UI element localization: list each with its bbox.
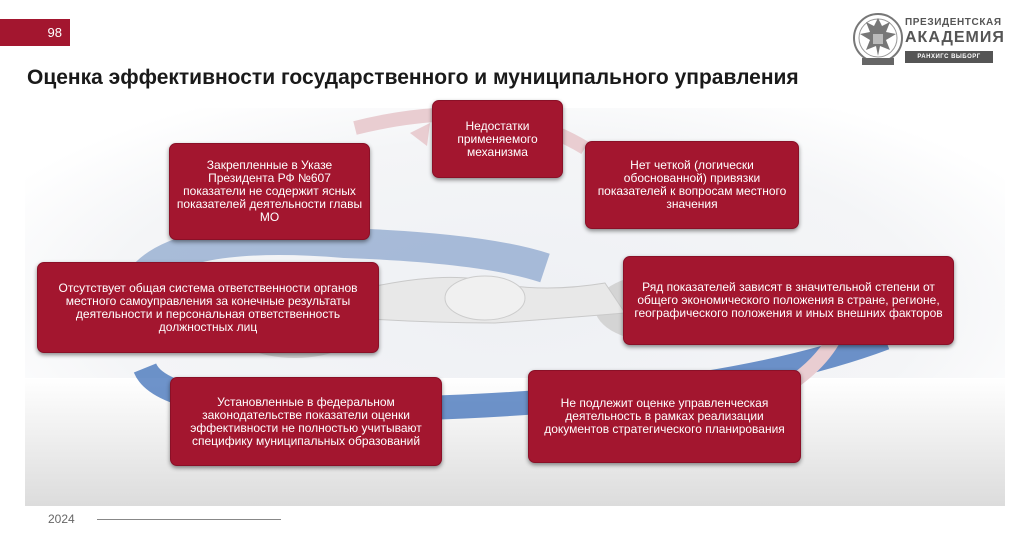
logo-line-2: АКАДЕМИЯ [905, 29, 1005, 46]
issue-text: Недостатки применяемого механизма [457, 118, 538, 159]
logo-line-3: РАНХИГС ВЫБОРГ [905, 51, 993, 63]
page-number: 98 [47, 25, 62, 40]
issue-box-decree-607 [169, 143, 370, 240]
academy-logo [852, 8, 1005, 68]
issue-box-external-factors [623, 256, 954, 345]
issue-text: Нет четкой (логически обоснованной) привязки показателей к вопросам местного значения [597, 158, 787, 211]
footer-divider [97, 519, 281, 520]
eagle-emblem-icon [852, 8, 904, 68]
issue-text: Закрепленные в Указе Президента РФ №607 показатели не содержит ясных показателей деятельности главы МО [176, 158, 363, 224]
issue-text: Установленные в федеральном законодательстве показатели оценки эффективности не полностью учитывают специфику муниципальных образований [190, 394, 422, 448]
issue-box-federal-indicators [170, 377, 442, 466]
issue-text: Отсутствует общая система ответственности органов местного самоуправления за конечные результаты деятельности и персональная ответственность должностных лиц [58, 280, 358, 334]
issue-box-responsibility [37, 262, 379, 353]
page-number-badge [0, 19, 70, 46]
logo-line-1: ПРЕЗИДЕНТСКАЯ [905, 17, 1002, 28]
slide-title: Оценка эффективности государственного и муниципального управления [27, 66, 799, 89]
issue-box-strategic-planning [528, 370, 801, 463]
issue-box-local-questions [585, 141, 799, 229]
issue-text: Не подлежит оценке управленческая деятельность в рамках реализации документов стратегического планирования [544, 396, 785, 436]
issue-text: Ряд показателей зависят в значительной степени от общего экономического положения в стране, регионе, географического положения и иных внешних факторов [634, 280, 943, 320]
issue-box-mechanism [432, 100, 563, 178]
footer-year: 2024 [48, 512, 75, 526]
